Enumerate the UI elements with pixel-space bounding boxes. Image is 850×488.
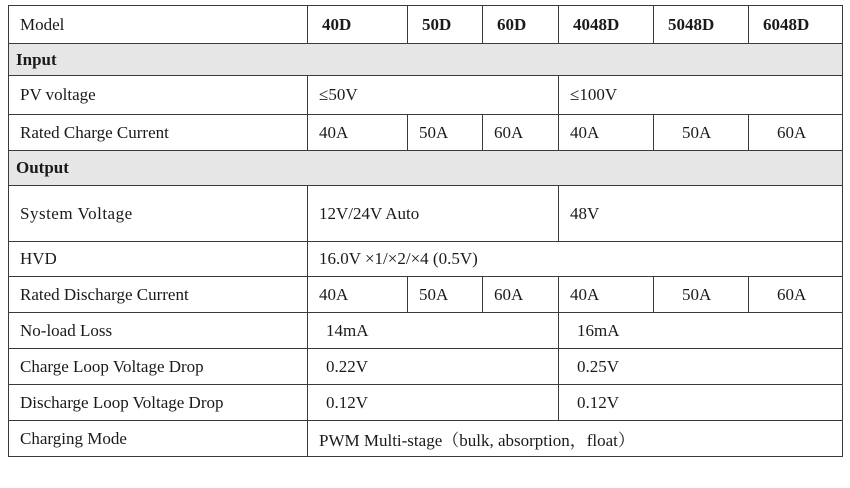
model-5048d: 5048D [654, 6, 749, 44]
no-load-loss-label: No-load Loss [9, 313, 308, 349]
rated-charge-current-value: 40A [308, 115, 408, 151]
model-6048d: 6048D [749, 6, 843, 44]
no-load-loss-48v: 16mA [559, 313, 843, 349]
hvd-label: HVD [9, 242, 308, 277]
spec-table [8, 5, 843, 457]
section-output [9, 151, 843, 186]
system-voltage-48v: 48V [559, 186, 843, 242]
section-output-label: Output [9, 151, 843, 186]
section-input [9, 44, 843, 76]
row-no-load-loss [9, 313, 843, 349]
charging-mode-value: PWM Multi-stage（bulk, absorption，float） [308, 421, 843, 457]
pv-voltage-label: PV voltage [9, 76, 308, 115]
rated-charge-current-label: Rated Charge Current [9, 115, 308, 151]
row-hvd [9, 242, 843, 277]
system-voltage-12-24v: 12V/24V Auto [308, 186, 559, 242]
charge-loop-drop-48v: 0.25V [559, 349, 843, 385]
discharge-loop-drop-12-24v: 0.12V [308, 385, 559, 421]
charge-loop-drop-label: Charge Loop Voltage Drop [9, 349, 308, 385]
row-rated-charge-current [9, 115, 843, 151]
rated-discharge-current-value: 40A [308, 277, 408, 313]
rated-discharge-current-value: 60A [483, 277, 559, 313]
system-voltage-label: System Voltage [9, 186, 308, 242]
model-60d: 60D [483, 6, 559, 44]
row-discharge-loop-drop [9, 385, 843, 421]
charge-loop-drop-12-24v: 0.22V [308, 349, 559, 385]
pv-voltage-12-24v: ≤50V [308, 76, 559, 115]
discharge-loop-drop-48v: 0.12V [559, 385, 843, 421]
rated-charge-current-value: 60A [749, 115, 843, 151]
row-system-voltage [9, 186, 843, 242]
model-4048d: 4048D [559, 6, 654, 44]
header-label: Model [9, 6, 308, 44]
rated-charge-current-value: 60A [483, 115, 559, 151]
header-row [9, 6, 843, 44]
charging-mode-label: Charging Mode [9, 421, 308, 457]
model-40d: 40D [308, 6, 408, 44]
row-pv-voltage [9, 76, 843, 115]
rated-charge-current-value: 50A [408, 115, 483, 151]
model-50d: 50D [408, 6, 483, 44]
rated-discharge-current-label: Rated Discharge Current [9, 277, 308, 313]
rated-discharge-current-value: 40A [559, 277, 654, 313]
rated-charge-current-value: 40A [559, 115, 654, 151]
rated-discharge-current-value: 50A [408, 277, 483, 313]
section-input-label: Input [9, 44, 843, 76]
rated-discharge-current-value: 60A [749, 277, 843, 313]
hvd-value: 16.0V ×1/×2/×4 (0.5V) [308, 242, 843, 277]
row-charging-mode [9, 421, 843, 457]
discharge-loop-drop-label: Discharge Loop Voltage Drop [9, 385, 308, 421]
rated-discharge-current-value: 50A [654, 277, 749, 313]
no-load-loss-12-24v: 14mA [308, 313, 559, 349]
row-rated-discharge-current [9, 277, 843, 313]
pv-voltage-48v: ≤100V [559, 76, 843, 115]
rated-charge-current-value: 50A [654, 115, 749, 151]
row-charge-loop-drop [9, 349, 843, 385]
